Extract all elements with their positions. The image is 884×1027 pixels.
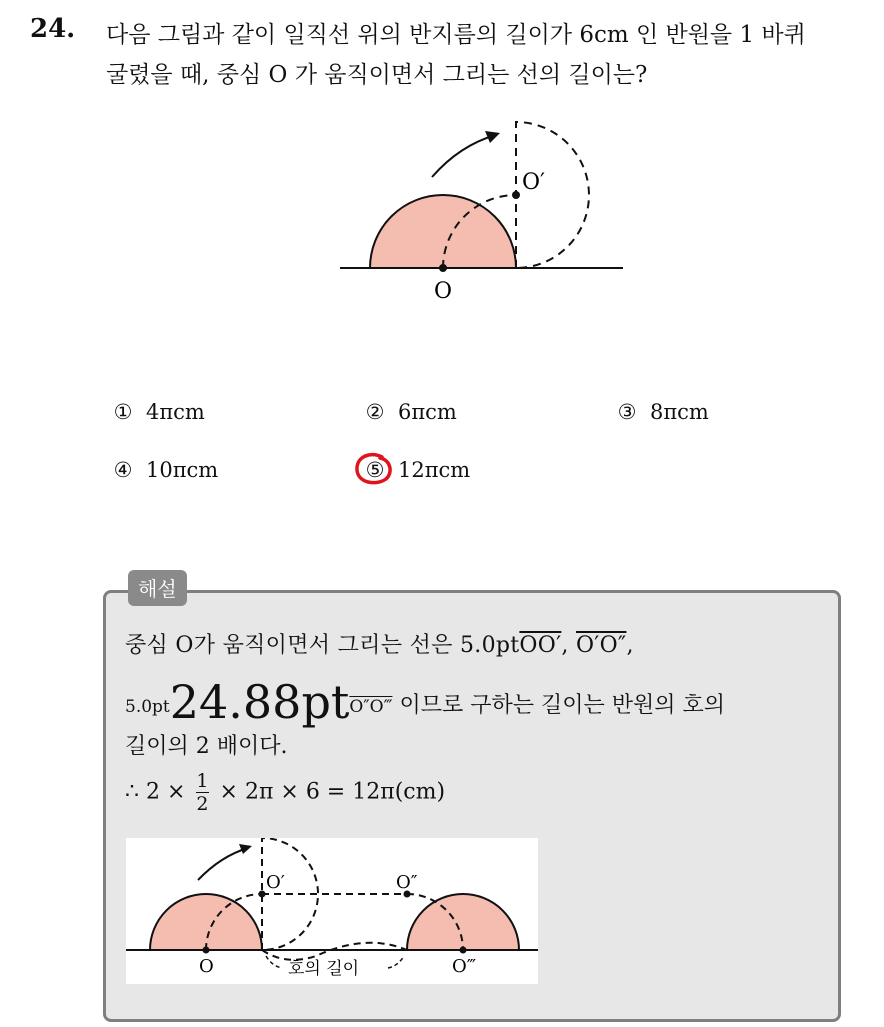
choice-1-number: ① — [113, 400, 133, 424]
solution-figure — [126, 838, 538, 984]
choice-3-number: ③ — [617, 400, 637, 424]
explanation-formula — [125, 770, 445, 815]
choice-5-text: 12πcm — [398, 458, 471, 482]
center-o-prime-point — [512, 191, 520, 199]
semicircle — [370, 195, 516, 268]
arc-o-double-o-triple: O″O‴ — [349, 697, 393, 717]
choice-3-text: 8πcm — [650, 400, 709, 424]
choice-1[interactable] — [112, 400, 205, 424]
fraction-one-half — [196, 770, 208, 815]
end-comma: , — [626, 633, 634, 658]
segment-o-prime-o-double: O′O″ — [575, 633, 627, 658]
answer-circle-mark — [352, 451, 396, 489]
choice-2-text: 6πcm — [398, 400, 457, 424]
label-o-triple-2: O‴ — [452, 956, 477, 977]
choice-1-text: 4πcm — [146, 400, 205, 424]
choice-4-number: ④ — [113, 458, 133, 482]
question-number: 24. — [30, 14, 76, 44]
line2-prefix: 5.0pt — [125, 697, 170, 717]
rotation-arrow — [432, 135, 496, 177]
label-o-2: O — [199, 956, 214, 977]
arc-length-caption: 호의 길이 — [288, 959, 360, 979]
explanation-tag: 해설 — [128, 570, 187, 606]
point-o-prime — [259, 891, 266, 898]
fraction-numerator: 1 — [196, 770, 209, 792]
label-o: O — [434, 279, 453, 304]
question-text-line1: 다음 그림과 같이 일직선 위의 반지름의 길이가 6cm 인 반원을 1 바퀴 — [106, 22, 806, 48]
explanation-line3: 길이의 2 배이다. — [125, 734, 288, 759]
choice-2-number: ② — [365, 400, 385, 424]
line2-text: 이므로 구하는 길이는 반원의 호의 — [392, 693, 725, 718]
rolling-semicircle-figure — [330, 115, 630, 305]
question-text-line2: 굴렸을 때, 중심 O 가 움직이면서 그리는 선의 길이는? — [106, 62, 648, 88]
arc-oo-prime: OO′ — [519, 633, 562, 658]
formula-prefix: ∴ 2 × — [125, 779, 186, 805]
line2-big: 24.88pt — [169, 675, 350, 729]
rotated-semicircle-dashed — [516, 122, 589, 268]
formula-suffix: × 2π × 6 = 12π(cm) — [219, 779, 446, 805]
explanation-line1-text: 중심 O가 움직이면서 그리는 선은 5.0pt — [125, 633, 520, 658]
choice-3[interactable] — [616, 400, 709, 424]
label-o-double-2: O″ — [396, 872, 418, 893]
choice-4[interactable] — [112, 458, 218, 482]
point-o — [203, 947, 210, 954]
point-o-triple — [460, 947, 467, 954]
choice-5-number: ⑤ — [365, 458, 385, 482]
fraction-denominator: 2 — [196, 793, 209, 815]
label-o-prime: O′ — [522, 170, 546, 195]
sep-comma: , — [561, 633, 569, 658]
explanation-line2 — [125, 675, 725, 729]
center-o-point — [439, 264, 447, 272]
label-o-prime-2: O′ — [266, 872, 285, 893]
choice-4-text: 10πcm — [146, 458, 219, 482]
explanation-line1 — [125, 628, 634, 659]
choice-2[interactable] — [364, 400, 457, 424]
